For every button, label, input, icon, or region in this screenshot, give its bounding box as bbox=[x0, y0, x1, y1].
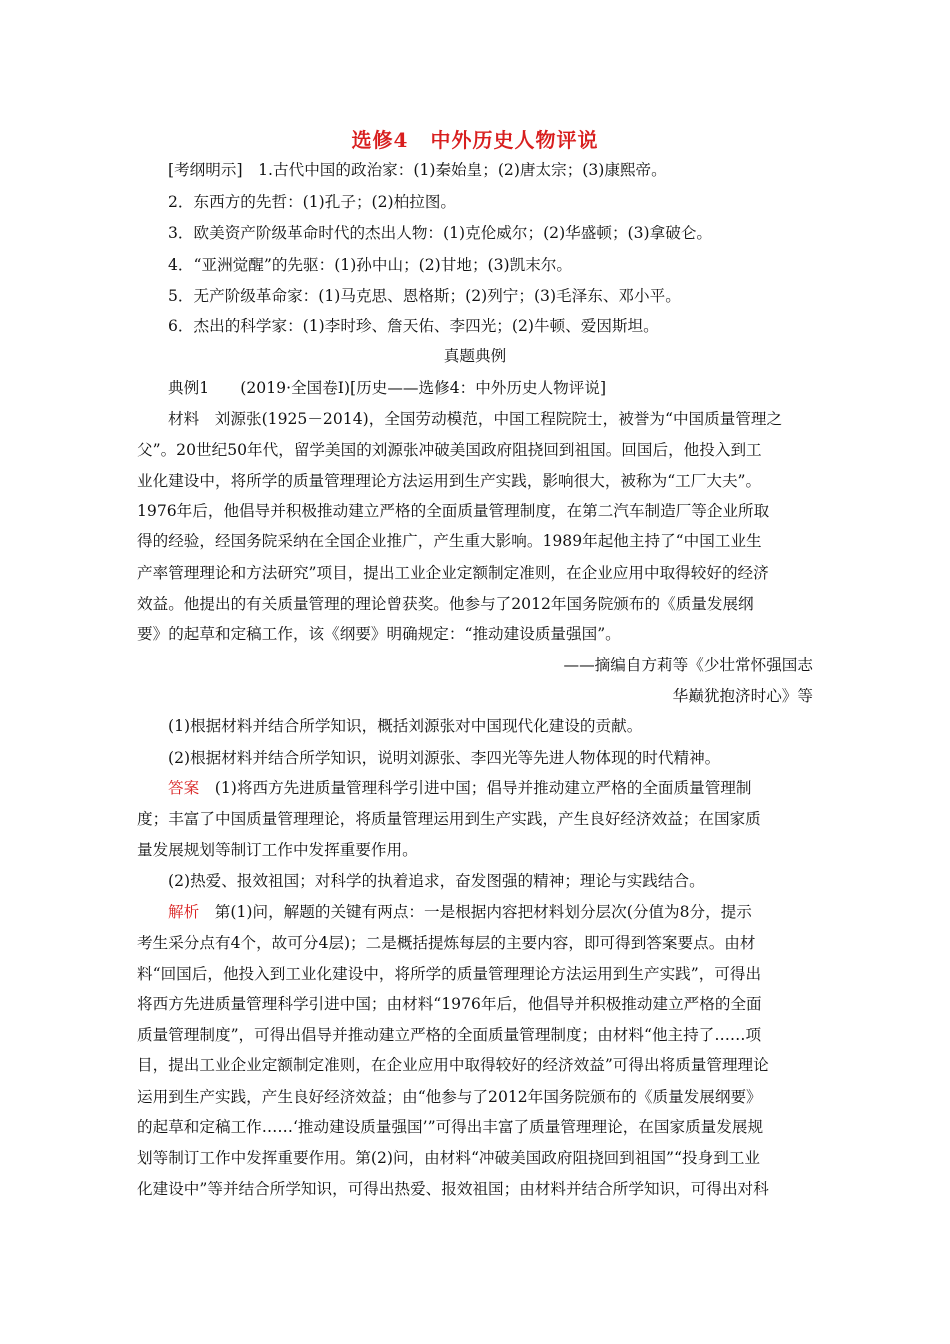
answer-part2: (2)热爱、报效祖国；对科学的执着追求，奋发图强的精神；理论与实践结合。 bbox=[168, 872, 705, 890]
material-line: 效益。他提出的有关质量管理的理论曾获奖。他参与了2012年国务院颁布的《质量发展纲 bbox=[137, 595, 754, 613]
outline-line: 4．“亚洲觉醒”的先驱：(1)孙中山；(2)甘地；(3)凯末尔。 bbox=[168, 256, 573, 274]
analysis-line: 化建设中”等并结合所学知识，可得出热爱、报效祖国；由材料并结合所学知识，可得出对科 bbox=[137, 1180, 769, 1198]
source-citation: 华巅犹抱济时心》等 bbox=[672, 687, 813, 705]
outline-line: 5．无产阶级革命家：(1)马克思、恩格斯；(2)列宁；(3)毛泽东、邓小平。 bbox=[168, 287, 681, 305]
section-heading: 真题典例 bbox=[443, 347, 507, 365]
material-line: 材料 刘源张(1925－2014)，全国劳动模范，中国工程院院士，被誉为“中国质量管理之 bbox=[168, 410, 783, 428]
analysis-line: 将西方先进质量管理科学引进中国；由材料“1976年后，他倡导并积极推动建立严格的全面 bbox=[137, 995, 762, 1013]
analysis-label: 解析 bbox=[168, 903, 200, 921]
analysis-line: 运用到生产实践，产生良好经济效益；由“他参与了2012年国务院颁布的《质量发展纲要》 bbox=[137, 1088, 762, 1106]
analysis-line: 的起草和定稿工作……‘推动建设质量强国’”可得出丰富了质量管理理论，在国家质量发展规 bbox=[137, 1118, 764, 1136]
analysis-line: 划等制订工作中发挥重要作用。第(2)问，由材料“冲破美国政府阻挠回到祖国”“投身到工业 bbox=[137, 1149, 760, 1167]
page-title bbox=[0, 124, 950, 153]
outline-line: 6．杰出的科学家：(1)李时珍、詹天佑、李四光；(2)牛顿、爱因斯坦。 bbox=[168, 317, 659, 335]
material-line: 1976年后，他倡导并积极推动建立严格的全面质量管理制度，在第二汽车制造厂等企业所取 bbox=[137, 502, 770, 520]
analysis-text: 第(1)问，解题的关键有两点：一是根据内容把材料划分层次(分值为8分，提示 bbox=[199, 903, 752, 921]
answer-line: 量发展规划等制订工作中发挥重要作用。 bbox=[137, 841, 418, 859]
answer-first-line bbox=[168, 778, 751, 798]
question: (1)根据材料并结合所学知识，概括刘源张对中国现代化建设的贡献。 bbox=[168, 717, 643, 735]
title-part1: 选修4 bbox=[351, 128, 409, 152]
outline-line: 2．东西方的先哲：(1)孔子；(2)柏拉图。 bbox=[168, 193, 457, 211]
title-part2: 中外历史人物评说 bbox=[430, 128, 599, 152]
analysis-line: 料“回国后，他投入到工业化建设中，将所学的质量管理理论方法运用到生产实践”，可得出 bbox=[137, 965, 762, 983]
material-line: 父”。20世纪50年代，留学美国的刘源张冲破美国政府阻挠回到祖国。回国后，他投入到工 bbox=[137, 441, 762, 459]
analysis-line: 考生采分点有4个，故可分4层)；二是概括提炼每层的主要内容，即可得到答案要点。由材 bbox=[137, 934, 756, 952]
analysis-first-line bbox=[168, 902, 752, 922]
material-line: 业化建设中，将所学的质量管理理论方法运用到生产实践，影响很大，被称为“工厂大夫”。 bbox=[137, 472, 762, 490]
material-line: 得的经验，经国务院采纳在全国企业推广，产生重大影响。1989年起他主持了“中国工业生 bbox=[137, 532, 762, 550]
answer-line: 度；丰富了中国质量管理理论，将质量管理运用到生产实践，产生良好经济效益；在国家质 bbox=[137, 810, 761, 828]
question: (2)根据材料并结合所学知识，说明刘源张、李四光等先进人物体现的时代精神。 bbox=[168, 749, 721, 767]
answer-text: (1)将西方先进质量管理科学引进中国；倡导并推动建立严格的全面质量管理制 bbox=[199, 779, 752, 797]
answer-label: 答案 bbox=[168, 779, 200, 797]
source-citation: ——摘编自方莉等《少壮常怀强国志 bbox=[563, 656, 813, 674]
material-line: 要》的起草和定稿工作，该《纲要》明确规定：“推动建设质量强国”。 bbox=[137, 625, 621, 643]
example-header: 典例1 (2019·全国卷Ⅰ)[历史——选修4：中外历史人物评说] bbox=[168, 379, 607, 397]
analysis-line: 目，提出工业企业定额制定准则，在企业应用中取得较好的经济效益”可得出将质量管理理论 bbox=[137, 1056, 769, 1074]
material-line: 产率管理理论和方法研究”项目，提出工业企业定额制定准则，在企业应用中取得较好的经济 bbox=[137, 564, 769, 582]
outline-line: 3．欧美资产阶级革命时代的杰出人物：(1)克伦威尔；(2)华盛顿；(3)拿破仑。 bbox=[168, 224, 712, 242]
outline-line: [考纲明示] 1.古代中国的政治家：(1)秦始皇；(2)唐太宗；(3)康熙帝。 bbox=[168, 161, 667, 179]
analysis-line: 质量管理制度”，可得出倡导并推动建立严格的全面质量管理制度；由材料“他主持了……项 bbox=[137, 1026, 762, 1044]
